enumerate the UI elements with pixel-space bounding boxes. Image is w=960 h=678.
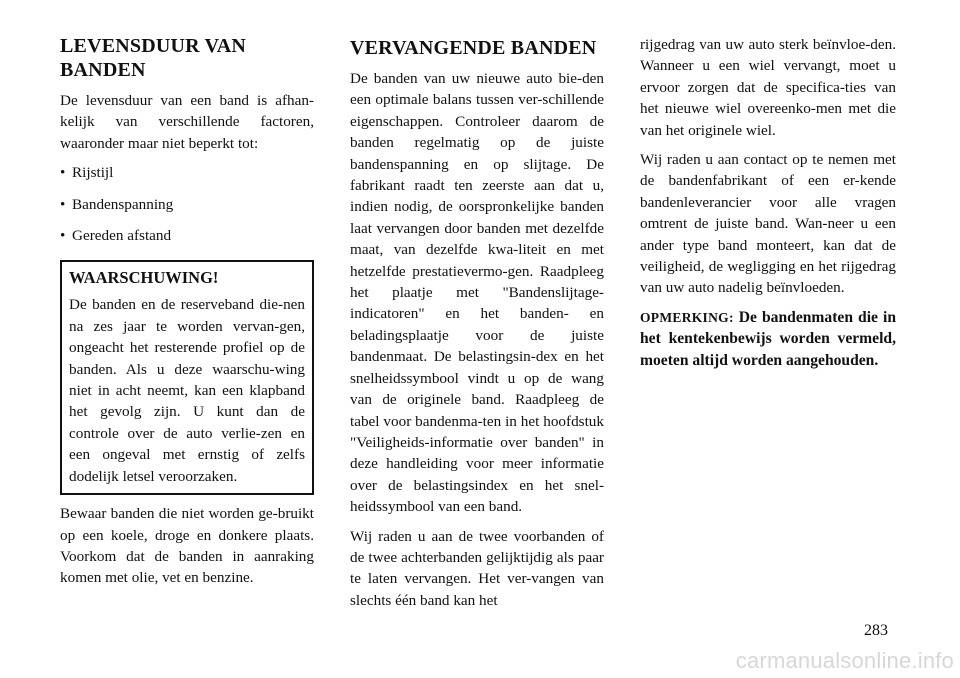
list-item — [60, 162, 314, 183]
warning-box — [60, 260, 314, 495]
replacement-paragraph-2: Wij raden u aan de twee voorbanden of de twee achterbanden gelijktijdig als paar te laten vervangen. Het ver-vangen van slechts één band kan het — [350, 527, 604, 609]
page-number: 283 — [864, 622, 888, 639]
heading-line-1: LEVENSDUUR VAN — [60, 35, 246, 57]
bullet-icon: • — [60, 227, 66, 245]
watermark: carmanualsonline.info — [735, 648, 954, 673]
note-text: De bandenmaten die in het kentekenbewijs worden vermeld, moeten altijd worden aangehouden. — [640, 308, 896, 369]
warning-text: De banden en de reserveband die-nen na zes jaar te worden vervan-gen, ongeacht het resterende profiel op de banden. Als u deze waarschu-wing niet in acht neemt, kan een klapband het gevolg zijn. U kunt dan de controle over de auto verlie-zen en een ongeval met ernstig of zelfs dodelijk letsel veroorzaken. — [69, 296, 305, 485]
replacement-paragraph-1: De banden van uw nieuwe auto bie-den een optimale balans tussen ver-schillende eigenschappen. Controleer daarom de banden regelmatig op de juiste bandenspanning en op slijtage. De fabrikant raadt ten zeerste aan dat u, indien nodig, de oorspronkelijke banden laat vervangen door banden met dezelfde maat, van dezelfde kwa-liteit en met hetzelfde prestatievermo-gen. Raadpleeg het plaatje met "Bandenslijtage-indicatoren" en het banden- en beladingsplaatje voor de juiste bandenmaat. De belastingsin-dex en het snelheidssymbool vindt u op de wang van de originele band. Raadpleeg de tabel voor bandenma-ten in het hoofdstuk "Veiligheids-informatie over banden" in deze handleiding voor meer informatie over de belastingsindex en het snel-heidssymbool van een band. — [350, 70, 604, 516]
note-paragraph — [640, 307, 896, 371]
continued-paragraph-1: rijgedrag van uw auto sterk beïnvloe-den. Wanneer u een wiel vervangt, moet u ervoor zorgen dat de specifica-ties van het nieuwe wiel overeenko-men met die van het originele wiel. — [640, 36, 896, 139]
list-item-text: Bandenspanning — [72, 195, 174, 213]
list-item — [60, 194, 314, 215]
bullet-icon: • — [60, 164, 66, 182]
list-item — [60, 225, 314, 246]
column-replacement-tires — [350, 36, 604, 619]
section-heading-replacement: VERVANGENDE BANDEN — [350, 37, 597, 59]
list-item-text: Gereden afstand — [72, 227, 172, 245]
heading-line-2: BANDEN — [60, 59, 146, 81]
list-item-text: Rijstijl — [72, 164, 114, 182]
factor-list — [60, 162, 314, 246]
column-tire-life — [60, 34, 314, 597]
storage-paragraph: Bewaar banden die niet worden ge-bruikt op een koele, droge en donkere plaats. Voorkom dat de banden in aanraking komen met olie, vet en benzine. — [60, 505, 314, 587]
continued-paragraph-2: Wij raden u aan contact op te nemen met de bandenfabrikant of een er-kende bandenleverancier voor alle vragen omtrent de juiste band. Wan-neer u een ander type band monteert, kan dat de veiligheid, de wegligging en het rijgedrag van uw auto nadelig beïnvloeden. — [640, 151, 896, 297]
bullet-icon: • — [60, 195, 66, 213]
section-heading-tire-life — [60, 34, 314, 82]
warning-title: WAARSCHUWING! — [69, 268, 219, 288]
intro-paragraph: De levensduur van een band is afhan-kelijk van verschillende factoren, waaronder maar niet beperkt tot: — [60, 92, 314, 152]
column-continued — [640, 34, 896, 379]
note-label: OPMERKING: — [640, 309, 734, 325]
